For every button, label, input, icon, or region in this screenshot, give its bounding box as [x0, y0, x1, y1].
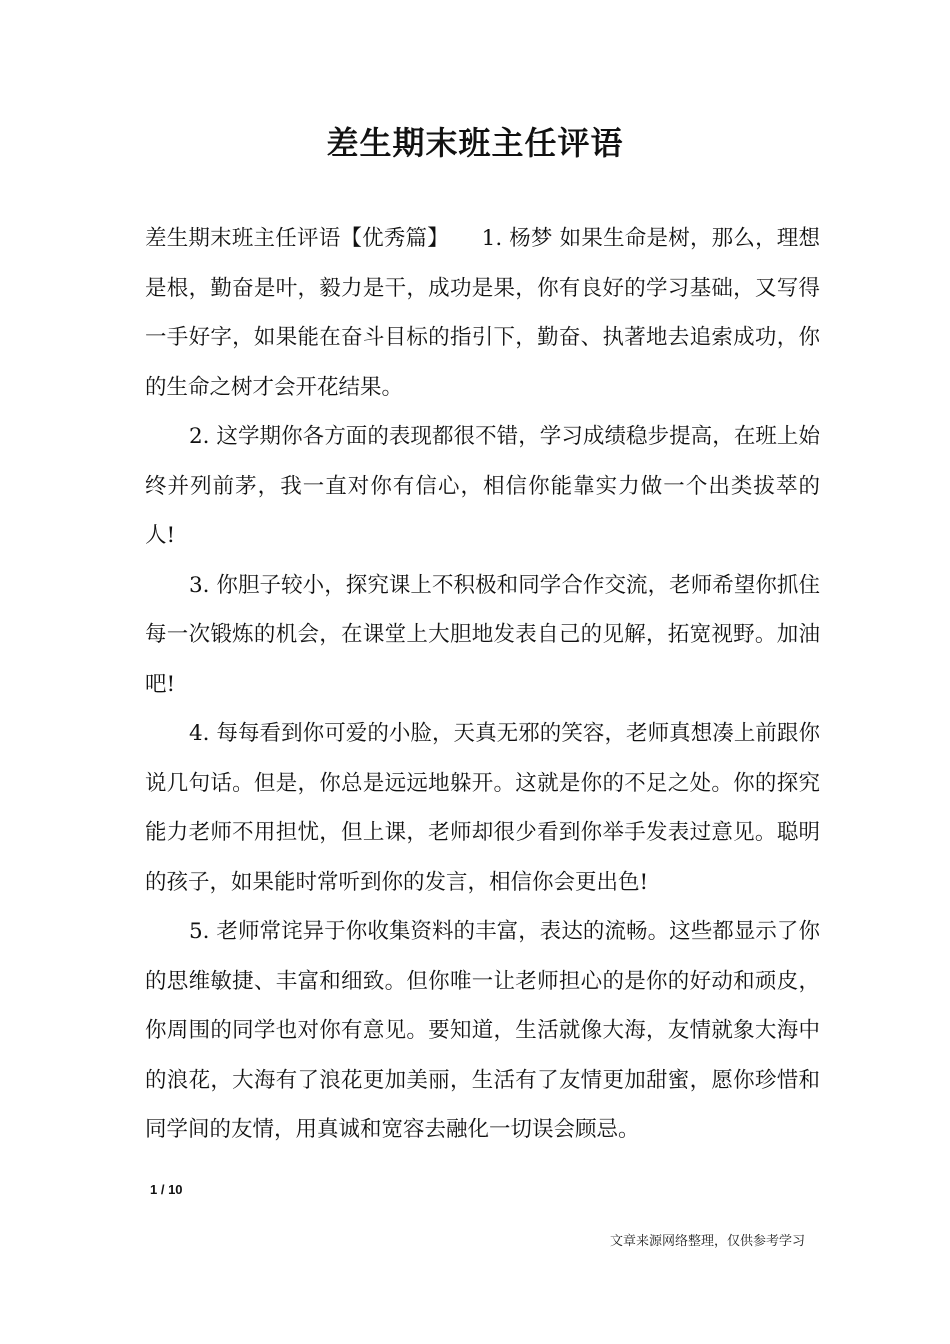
paragraph-4: 4. 每每看到你可爱的小脸，天真无邪的笑容，老师真想凑上前跟你说几句话。但是，你总是远远地躲开。这就是你的不足之处。你的探究能力老师不用担忧，但上课，老师却很少看到你举手发表过意见。聪明的孩子，如果能时常听到你的发言，相信你会更出色!	[145, 721, 820, 895]
document-body	[145, 214, 820, 1155]
paragraph-intro: 差生期末班主任评语【优秀篇】 1. 杨梦 如果生命是树，那么，理想是根，勤奋是叶，毅力是干，成功是果，你有良好的学习基础，又写得一手好字，如果能在奋斗目标的指引下，勤奋、执著地去追索成功，你的生命之树才会开花结果。	[145, 226, 820, 400]
document-title: 差生期末班主任评语	[326, 124, 624, 162]
paragraph-2: 2. 这学期你各方面的表现都很不错，学习成绩稳步提高，在班上始终并列前茅，我一直对你有信心，相信你能靠实力做一个出类拔萃的人!	[145, 424, 820, 548]
page-indicator: 1 / 10	[150, 1182, 183, 1197]
paragraph-5: 5. 老师常诧异于你收集资料的丰富，表达的流畅。这些都显示了你的思维敏捷、丰富和细致。但你唯一让老师担心的是你的好动和顽皮，你周围的同学也对你有意见。要知道，生活就像大海，友情就象大海中的浪花，大海有了浪花更加美丽，生活有了友情更加甜蜜，愿你珍惜和同学间的友情，用真诚和宽容去融化一切误会顾忌。	[145, 919, 820, 1142]
footer-note: 文章来源网络整理，仅供参考学习	[609, 1234, 805, 1249]
paragraph-3: 3. 你胆子较小，探究课上不积极和同学合作交流，老师希望你抓住每一次锻炼的机会，在课堂上大胆地发表自己的见解，拓宽视野。加油吧!	[145, 572, 820, 697]
